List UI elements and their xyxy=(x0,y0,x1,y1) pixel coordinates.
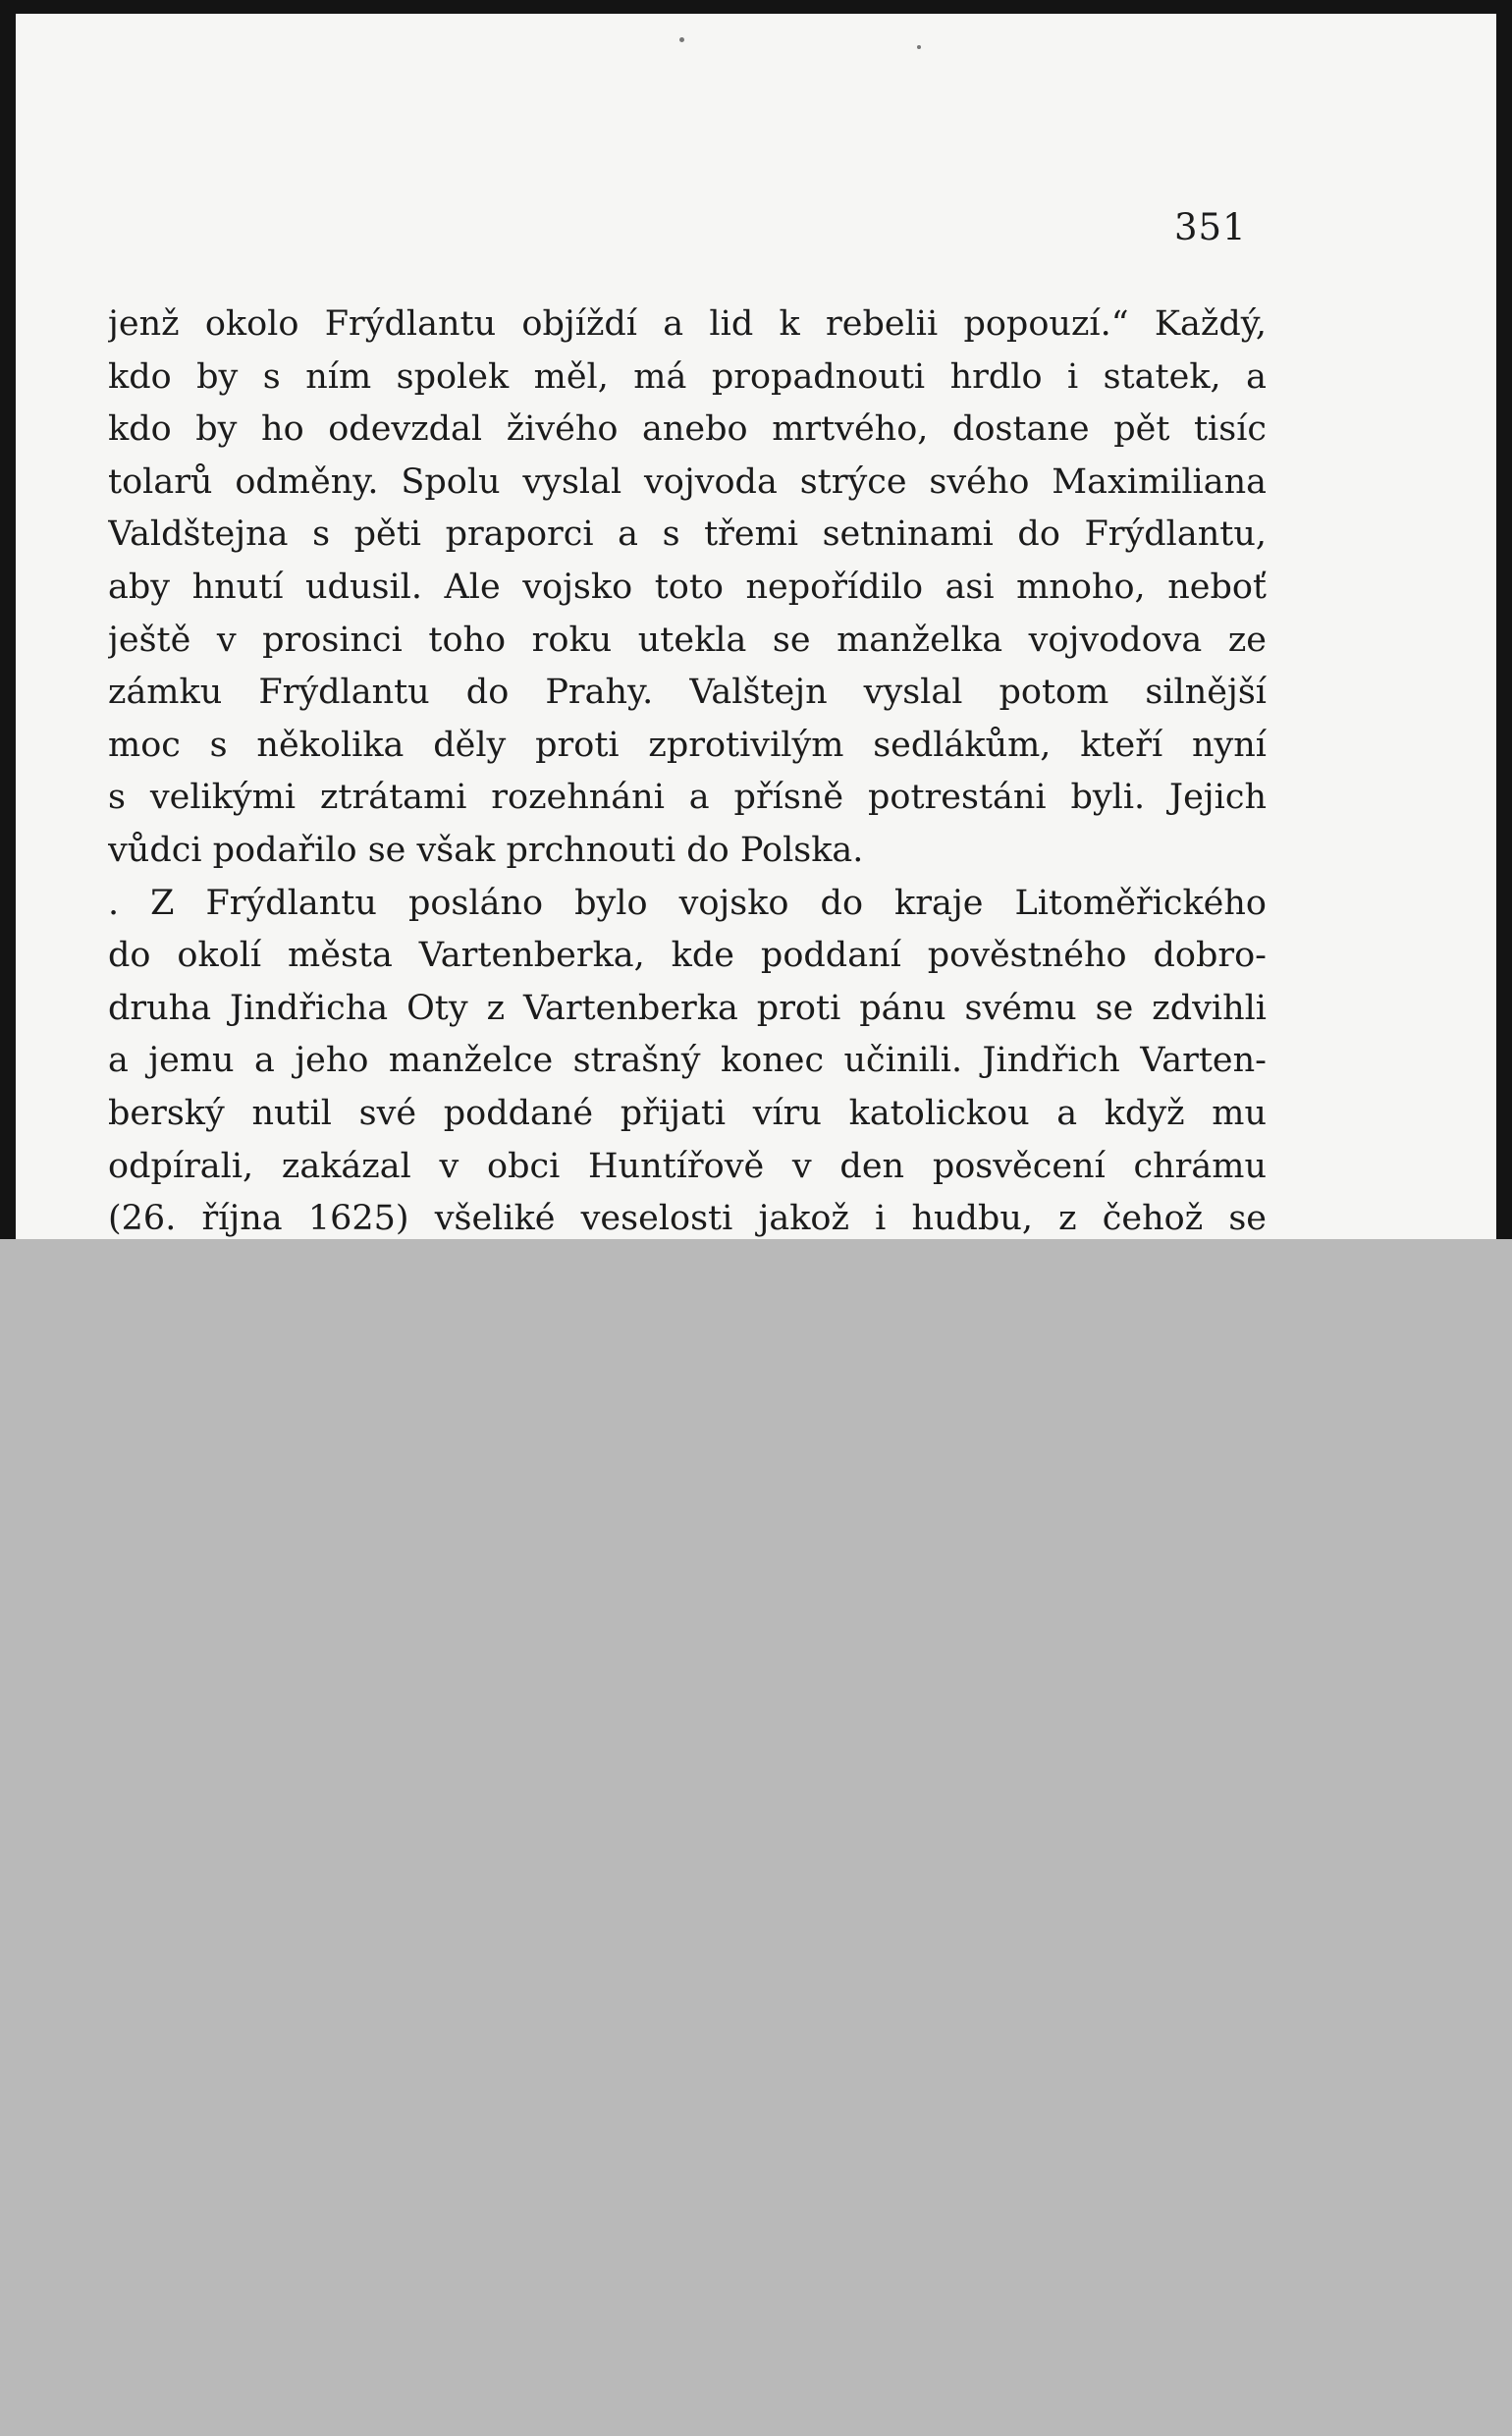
text-line: zámku Frýdlantu do Prahy. Valštejn vyslal potom silnější xyxy=(108,673,1267,713)
text-line: . Z Frýdlantu posláno bylo vojsko do kraje Litoměřického xyxy=(108,883,1267,923)
unscanned-area xyxy=(0,1239,1512,2436)
text-line: ještě v prosinci toho roku utekla se manželka vojvodova ze xyxy=(108,620,1267,660)
text-line: druha Jindřicha Oty z Vartenberka proti pánu svému se zdvihli xyxy=(108,988,1267,1028)
text-line: Valdštejna s pěti praporci a s třemi setninami do Frýdlantu, xyxy=(108,514,1267,555)
text-line: (26. října 1625) všeliké veselosti jakož i hudbu, z čehož se xyxy=(108,1199,1267,1239)
ink-speck xyxy=(679,37,684,42)
ink-speck xyxy=(917,45,921,49)
book-page xyxy=(16,14,1496,1239)
text-line: berský nutil své poddané přijati víru katolickou a když mu xyxy=(108,1093,1267,1133)
text-line: vůdci podařilo se však prchnouti do Polska. xyxy=(108,830,864,870)
text-line: jenž okolo Frýdlantu objíždí a lid k rebelii popouzí.“ Každý, xyxy=(108,304,1267,344)
text-line: kdo by ho odevzdal živého anebo mrtvého, dostane pět tisíc xyxy=(108,409,1267,450)
text-line: kdo by s ním spolek měl, má propadnouti hrdlo i statek, a xyxy=(108,356,1267,397)
text-line: s velikými ztrátami rozehnáni a přísně potrestáni byli. Jejich xyxy=(108,778,1267,818)
text-line: tolarů odměny. Spolu vyslal vojvoda strýce svého Maximiliana xyxy=(108,461,1267,502)
page-number: 351 xyxy=(1174,206,1247,248)
text-line: aby hnutí udusil. Ale vojsko toto nepořídilo asi mnoho, neboť xyxy=(108,567,1267,607)
text-line: do okolí města Vartenberka, kde poddaní pověstného dobro- xyxy=(108,936,1267,976)
text-line: moc s několika děly proti zprotivilým sedlákům, kteří nyní xyxy=(108,725,1267,765)
text-line: a jemu a jeho manželce strašný konec učinili. Jindřich Varten- xyxy=(108,1041,1267,1081)
text-line: odpírali, zakázal v obci Huntířově v den posvěcení chrámu xyxy=(108,1146,1267,1186)
body-text xyxy=(108,298,1267,1239)
